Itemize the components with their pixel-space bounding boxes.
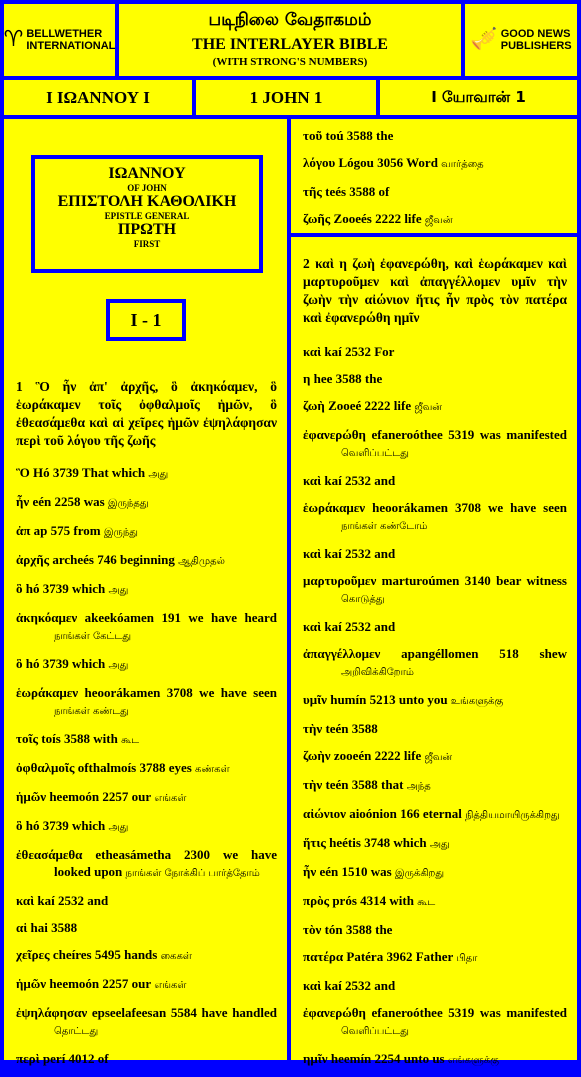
word-entry (16, 817, 277, 836)
word-entry (303, 499, 567, 535)
tamil-gloss: தொட்டது (54, 1026, 99, 1037)
greek-word: ἦν (16, 494, 30, 509)
greek-word: ἀκηκόαμεν (16, 610, 78, 625)
greek-word: Ὃ (16, 465, 30, 480)
greek-word: ἐφανερώθη (303, 427, 366, 442)
tamil-gloss: அறிவிக்கிறோம் (341, 667, 414, 678)
word-entry (16, 609, 277, 645)
greek-word: καὶ (303, 619, 322, 634)
word-entry (16, 946, 277, 965)
tamil-gloss: வார்த்தை (441, 159, 484, 170)
tamil-gloss: உங்களுக்கு (450, 696, 504, 707)
transliteration-gloss: zooeén 2222 life (333, 748, 422, 763)
greek-word: ὃ (16, 581, 23, 596)
greek-word: η (303, 371, 311, 386)
word-entry (303, 892, 567, 911)
greek-word: ὃ (16, 818, 23, 833)
word-entry (303, 154, 567, 173)
transliteration-gloss: Hó 3739 That which (33, 465, 146, 480)
greek-word: τοῖς (16, 731, 39, 746)
greek-word: καὶ (16, 893, 35, 908)
tamil-gloss: ஜீவன் (424, 215, 453, 226)
transliteration-gloss: heétis 3748 which (329, 835, 427, 850)
word-entry (303, 948, 567, 967)
greek-word: ὃ (16, 656, 23, 671)
tamil-gloss: வெளிப்பட்டது (341, 448, 409, 459)
title-box-first: FIRST (133, 239, 161, 249)
greek-word: ὀφθαλμοῖς (16, 760, 75, 775)
transliteration-gloss: heemoón 2257 our (49, 976, 152, 991)
transliteration-gloss: humín 5213 unto you (330, 692, 448, 707)
greek-word: καὶ (303, 978, 322, 993)
right-top-section (291, 119, 577, 233)
greek-word: περὶ (16, 1051, 40, 1066)
ram-icon: ♈ (3, 27, 24, 52)
tamil-gloss: அது (108, 822, 129, 833)
transliteration-gloss: efaneroóthee 5319 was manifested (371, 427, 567, 442)
tamil-gloss: இருந்து (103, 527, 138, 538)
word-entry (16, 551, 277, 570)
transliteration-gloss: teén 3588 that (325, 777, 404, 792)
tamil-gloss: ஆதிமுதல் (178, 556, 225, 567)
greek-word: ζωῆς (303, 211, 331, 226)
transliteration-gloss: efaneroóthee 5319 was manifested (371, 1005, 567, 1020)
book-tamil: I யோவான் 1 (380, 80, 577, 115)
left-logo-line2: INTERNATIONAL (26, 40, 116, 52)
word-entry (16, 730, 277, 749)
tamil-gloss: பிதா (456, 953, 478, 964)
greek-word: χεῖρες (16, 947, 50, 962)
word-entry (303, 1004, 567, 1040)
transliteration-gloss: epseelafeesan 5584 have handled (91, 1005, 278, 1020)
transliteration-gloss: teés 3588 of (325, 184, 390, 199)
greek-word: ἐφανερώθη (303, 1005, 366, 1020)
greek-word: καὶ (303, 546, 322, 561)
tamil-gloss: நாங்கள் நோக்கிப் பார்த்தோம் (125, 868, 260, 879)
tamil-gloss: அது (108, 585, 129, 596)
left-logo-line1: BELLWETHER (26, 28, 103, 40)
transliteration-gloss: kaí 2532 and (324, 619, 396, 634)
greek-word: μαρτυροῦμεν (303, 573, 377, 588)
greek-word: τῆς (303, 184, 322, 199)
word-entry (303, 776, 567, 795)
transliteration-gloss: etheasámetha 2300 we have looked upon (54, 847, 277, 879)
greek-word: ἡμῶν (16, 789, 47, 804)
word-entry (303, 545, 567, 562)
title-tamil: படிநிலை வேதாகமம் (208, 10, 372, 30)
greek-word: ἐθεασάμεθα (16, 847, 83, 862)
tamil-gloss: கொடுத்து (341, 594, 385, 605)
transliteration-gloss: kaí 2532 and (324, 546, 396, 561)
word-entry (16, 655, 277, 674)
title-box-greek-epistle: ΕΠΙΣΤΟΛΗ ΚΑΘΟΛΙΚΗ (57, 193, 237, 210)
transliteration-gloss: heemoón 2257 our (49, 789, 152, 804)
word-entry (303, 397, 567, 416)
transliteration-gloss: perí 4012 of (42, 1051, 109, 1066)
word-entry (303, 127, 567, 144)
title-box-of-john: OF JOHN (127, 183, 167, 193)
transliteration-gloss: toú 3588 the (325, 128, 394, 143)
title-box-greek-name: ΙΩΑΝΝΟΥ (108, 165, 186, 182)
book-english: 1 JOHN 1 (196, 80, 376, 115)
word-entry (303, 183, 567, 200)
word-entry (16, 464, 277, 483)
greek-word: υμῖν (303, 692, 327, 707)
transliteration-gloss: toís 3588 with (41, 731, 118, 746)
word-entry (16, 975, 277, 994)
transliteration-gloss: marturoúmen 3140 bear witness (381, 573, 567, 588)
transliteration-gloss: hó 3739 which (25, 656, 106, 671)
greek-word: ἡμῶν (16, 976, 47, 991)
transliteration-gloss: teén 3588 (325, 721, 378, 736)
word-entry (303, 572, 567, 608)
tamil-gloss: அது (429, 839, 450, 850)
transliteration-gloss: Zooeés 2222 life (333, 211, 422, 226)
transliteration-gloss: tón 3588 the (324, 922, 393, 937)
word-entry (16, 788, 277, 807)
verse-1-text: 1 Ὃ ἦν ἀπ' ἀρχῆς, ὃ ἀκηκόαμεν, ὃ ἑωράκαμεν τοῖς ὀφθαλμοῖς ἡμῶν, ὃ ἐθεασάμεθα καὶ αἱ χεῖρες ἡμῶν ἐψηλάφησαν περὶ τοῦ λόγου τῆς ζωῆς (16, 379, 277, 448)
greek-word: ἥτις (303, 835, 326, 850)
title-english: THE INTERLAYER BIBLE (192, 36, 388, 53)
tamil-gloss: இருந்தது (107, 498, 149, 509)
tamil-gloss: அது (148, 469, 169, 480)
word-entry (16, 892, 277, 909)
word-entry (16, 846, 277, 882)
greek-word: λόγου (303, 155, 336, 170)
greek-word: πατέρα (303, 949, 344, 964)
greek-word: τὴν (303, 777, 323, 792)
left-column (4, 119, 287, 1066)
greek-word: ζωὴν (303, 748, 331, 763)
greek-word: ἑωράκαμεν (303, 500, 366, 515)
transliteration-gloss: hó 3739 which (25, 581, 106, 596)
greek-word: καὶ (303, 344, 322, 359)
word-entry (303, 720, 567, 737)
transliteration-gloss: kaí 2532 and (324, 978, 396, 993)
tamil-gloss: கூட (121, 735, 140, 746)
tamil-gloss: நாங்கள் கண்டது (54, 706, 129, 717)
tamil-gloss: எங்களுக்கு (447, 1055, 499, 1066)
transliteration-gloss: kaí 2532 and (324, 473, 396, 488)
transliteration-gloss: aioónion 166 eternal (349, 806, 462, 821)
greek-word: ἐψηλάφησαν (16, 1005, 88, 1020)
greek-word: τὴν (303, 721, 323, 736)
title-box-greek-first: ΠΡΩΤΗ (117, 221, 177, 238)
word-entry (16, 684, 277, 720)
transliteration-gloss: heoorákamen 3708 we have seen (372, 500, 567, 515)
tamil-gloss: நாங்கள் கண்டோம் (341, 521, 428, 532)
transliteration-gloss: kaí 2532 For (324, 344, 395, 359)
transliteration-gloss: eén 2258 was (32, 494, 105, 509)
tamil-gloss: எங்கள் (154, 980, 187, 991)
word-entry (303, 834, 567, 853)
word-entry (16, 759, 277, 778)
trumpet-icon: 🎺 (470, 27, 498, 52)
transliteration-gloss: hó 3739 which (25, 818, 106, 833)
tamil-gloss: நித்தியமாயிருக்கிறது (465, 810, 560, 821)
bellwether-logo (4, 4, 115, 76)
transliteration-gloss: akeekóamen 191 we have heard (84, 610, 277, 625)
tamil-gloss: கண்கள் (195, 764, 230, 775)
tamil-gloss: கைகள் (160, 951, 192, 962)
word-entry (303, 426, 567, 462)
greek-word: ἀπ (16, 523, 31, 538)
word-entry (303, 1050, 567, 1069)
tamil-gloss: நாங்கள் கேட்டது (54, 631, 132, 642)
greek-word: ημῖν (303, 1051, 328, 1066)
tamil-gloss: ஜீவன் (424, 752, 453, 763)
title-box-epistle-general: EPISTLE GENERAL (104, 211, 190, 221)
tamil-gloss: வெளிப்பட்டது (341, 1026, 409, 1037)
right-column (291, 237, 577, 1066)
word-entry (16, 919, 277, 936)
transliteration-gloss: Patéra 3962 Father (346, 949, 454, 964)
word-entry (303, 977, 567, 994)
page-title-block (119, 4, 461, 76)
transliteration-gloss: heemín 2254 unto us (330, 1051, 445, 1066)
greek-word: ἦν (303, 864, 317, 879)
left-word-list (16, 464, 277, 1067)
greek-word: καὶ (303, 473, 322, 488)
word-entry (16, 1050, 277, 1067)
transliteration-gloss: hai 3588 (30, 920, 78, 935)
greek-word: ἀπαγγέλλομεν (303, 646, 381, 661)
greek-word: πρὸς (303, 893, 330, 908)
greek-word: αἰώνιον (303, 806, 346, 821)
word-entry (303, 805, 567, 824)
greek-word: αἱ (16, 920, 28, 935)
tamil-gloss: எங்கள் (154, 793, 187, 804)
word-entry (303, 921, 567, 938)
word-entry (303, 618, 567, 635)
transliteration-gloss: cheíres 5495 hands (52, 947, 158, 962)
transliteration-gloss: Zooeé 2222 life (328, 398, 412, 413)
word-entry (303, 747, 567, 766)
verse-2-text: 2 καὶ η ζωὴ ἐφανερώθη, καὶ ἑωράκαμεν καὶ μαρτυροῦμεν καὶ ἀπαγγέλλομεν υμῖν τὴν ζωὴν τὴν αἰώνιον ἥτις ἦν πρὸς τὸν πατέρα καὶ ἐφανερώθη ημῖν (303, 256, 567, 325)
book-greek: I ΙΩΑΝΝΟΥ Ι (4, 80, 192, 115)
word-entry (303, 691, 567, 710)
title-box (31, 155, 263, 273)
word-entry (16, 493, 277, 512)
transliteration-gloss: prós 4314 with (332, 893, 414, 908)
transliteration-gloss: Lógou 3056 Word (338, 155, 438, 170)
right-logo-line1: GOOD NEWS (500, 28, 571, 40)
tamil-gloss: அது (108, 660, 129, 671)
tamil-gloss: கூட (417, 897, 436, 908)
word-entry (16, 1004, 277, 1040)
greek-word: τὸν (303, 922, 322, 937)
transliteration-gloss: kaí 2532 and (37, 893, 109, 908)
title-subtitle: (WITH STRONG'S NUMBERS) (212, 56, 368, 68)
tamil-gloss: அந்த (406, 781, 431, 792)
transliteration-gloss: apangéllomen 518 shew (401, 646, 568, 661)
transliteration-gloss: ofthalmoís 3788 eyes (77, 760, 192, 775)
good-news-logo (465, 4, 577, 76)
tamil-gloss: இருக்கிறது (394, 868, 444, 879)
word-entry (303, 863, 567, 882)
tamil-gloss: ஜீவன் (414, 402, 442, 413)
word-entry (303, 645, 567, 681)
greek-word: ζωὴ (303, 398, 325, 413)
transliteration-gloss: eén 1510 was (319, 864, 392, 879)
chapter-label: I - 1 (106, 299, 186, 341)
greek-word: ἑωράκαμεν (16, 685, 79, 700)
right-word-list (303, 343, 567, 1069)
transliteration-gloss: heoorákamen 3708 we have seen (84, 685, 277, 700)
transliteration-gloss: archeés 746 beginning (52, 552, 175, 567)
transliteration-gloss: hee 3588 the (313, 371, 383, 386)
right-logo-line2: PUBLISHERS (500, 40, 572, 52)
greek-word: ἀρχῆς (16, 552, 50, 567)
word-entry (303, 210, 567, 229)
word-entry (303, 472, 567, 489)
right-top-word-list (303, 127, 567, 229)
word-entry (303, 370, 567, 387)
transliteration-gloss: ap 575 from (33, 523, 101, 538)
greek-word: τοῦ (303, 128, 323, 143)
word-entry (16, 580, 277, 599)
word-entry (303, 343, 567, 360)
word-entry (16, 522, 277, 541)
